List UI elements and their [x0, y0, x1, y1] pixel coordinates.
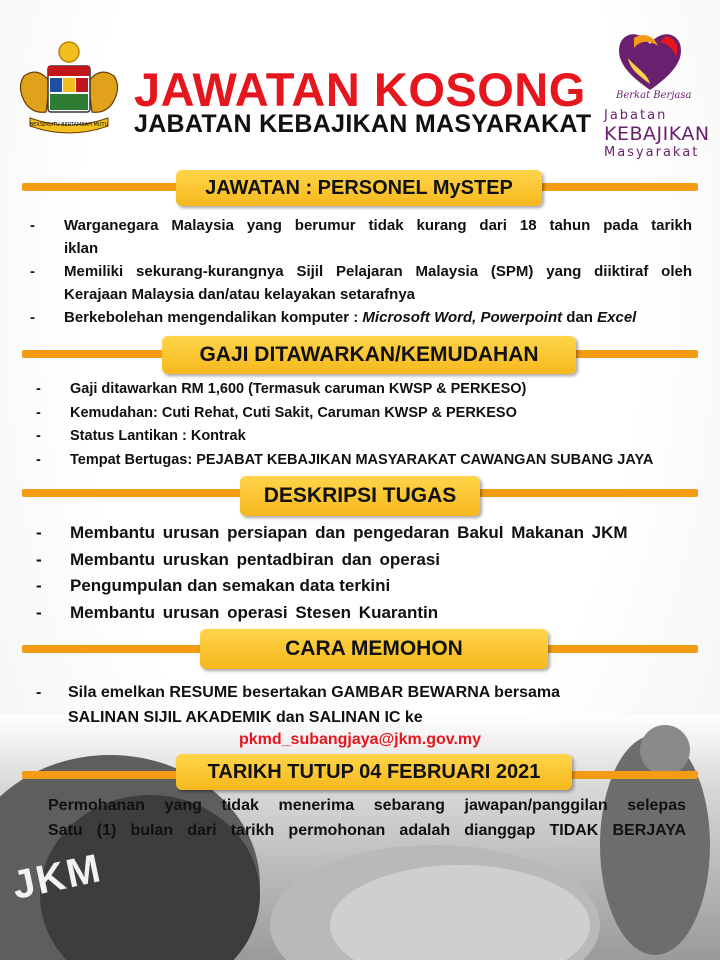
- list-item: [36, 547, 696, 574]
- jkm-heart-logo-icon: [614, 28, 686, 94]
- list-item: [30, 214, 692, 260]
- list-item: [36, 680, 696, 730]
- list-item-text: Membantu urusan operasi Stesen Kuarantin: [70, 602, 439, 622]
- list-item-text: Kerajaan Malaysia dan/atau kelayakan setarafnya: [64, 286, 416, 303]
- section-heading-gaji: GAJI DITAWARKAN/KEMUDAHAN: [162, 336, 576, 374]
- photo-jkm-text: JKM: [8, 846, 106, 908]
- logo-line-jabatan: Jabatan: [604, 108, 668, 123]
- logo-line-kebajikan: KEBAJIKAN: [604, 123, 710, 145]
- list-item: [36, 520, 696, 547]
- closing-date-banner: TARIKH TUTUP 04 FEBRUARI 2021: [176, 754, 572, 790]
- benefits-list: [36, 378, 696, 472]
- list-item: [36, 402, 696, 426]
- bullet-dash: -: [36, 523, 42, 542]
- list-item-text: Status Lantikan : Kontrak: [70, 428, 246, 444]
- list-item-text: Tempat Bertugas: PEJABAT KEBAJIKAN MASYARAKAT CAWANGAN SUBANG JAYA: [70, 451, 654, 468]
- bullet-dash: -: [36, 602, 42, 622]
- logo-line-masyarakat: Masyarakat: [604, 145, 700, 160]
- list-item: [30, 306, 692, 329]
- bullet-dash: -: [36, 549, 42, 569]
- section-heading-deskripsi: DESKRIPSI TUGAS: [240, 476, 480, 516]
- bullet-dash: -: [36, 404, 41, 421]
- logo-motto: Berkat Berjasa: [616, 90, 692, 101]
- list-item-text: Memiliki sekurang-kurangnya Sijil Pelajaran Malaysia (SPM) yang diiktiraf oleh: [64, 263, 692, 280]
- list-item: [36, 600, 696, 627]
- skill-apps: Microsoft Word, Powerpoint: [362, 309, 563, 326]
- list-item: [36, 449, 696, 473]
- notice-line-1: Permohanan yang tidak menerima sebarang jawapan/panggilan selepas: [48, 797, 686, 814]
- duties-list: [36, 520, 696, 626]
- coat-of-arms-icon: [10, 38, 128, 138]
- list-item: [30, 260, 692, 306]
- bullet-dash: -: [30, 263, 35, 280]
- bullet-dash: -: [30, 309, 35, 326]
- list-item: [36, 425, 696, 449]
- list-item: [36, 573, 696, 600]
- skill-joiner: dan: [562, 309, 598, 326]
- bullet-dash: -: [36, 428, 41, 444]
- bullet-dash: -: [36, 451, 41, 468]
- skill-prefix: Berkebolehan mengendalikan komputer :: [64, 309, 363, 326]
- list-item-text: SALINAN SIJIL AKADEMIK dan SALINAN IC ke: [68, 709, 423, 726]
- list-item-text: Sila emelkan RESUME besertakan GAMBAR BEWARNA bersama: [68, 684, 560, 701]
- page-subtitle: JABATAN KEBAJIKAN MASYARAKAT: [134, 110, 592, 138]
- requirements-list: [30, 214, 692, 329]
- bullet-dash: -: [36, 576, 42, 595]
- notice-line-2: Satu (1) bulan dari tarikh permohonan adalah dianggap TIDAK BERJAYA: [48, 822, 686, 839]
- bullet-dash: -: [30, 217, 35, 234]
- list-item-text: iklan: [64, 240, 99, 257]
- list-item: [36, 378, 696, 402]
- list-item-text: Membantu urusan persiapan dan pengedaran Bakul Makanan JKM: [70, 523, 628, 542]
- section-heading-cara: CARA MEMOHON: [200, 629, 548, 669]
- bullet-dash: -: [36, 381, 41, 397]
- section-heading-jawatan: JAWATAN : PERSONEL MySTEP: [176, 170, 542, 206]
- email-link[interactable]: pkmd_subangjaya@jkm.gov.my: [238, 731, 482, 748]
- skill-last: Excel: [597, 309, 637, 326]
- bullet-dash: -: [36, 684, 42, 701]
- apply-list: [36, 680, 696, 730]
- list-item-text: Kemudahan: Cuti Rehat, Cuti Sakit, Caruman KWSP & PERKESO: [70, 404, 517, 421]
- jkm-logo: [600, 28, 710, 163]
- list-item-text: Gaji ditawarkan RM 1,600 (Termasuk caruman KWSP & PERKESO): [70, 381, 527, 397]
- list-item-text: Warganegara Malaysia yang berumur tidak kurang dari 18 tahun pada tarikh: [64, 217, 692, 234]
- list-item-text: [64, 306, 692, 329]
- svg-text:BERSEKUTU BERTAMBAH MUTU: BERSEKUTU BERTAMBAH MUTU: [29, 122, 109, 128]
- page-title: JAWATAN KOSONG: [134, 63, 586, 116]
- list-item-text: Pengumpulan dan semakan data terkini: [70, 576, 391, 595]
- list-item-text: Membantu uruskan pentadbiran dan operasi: [70, 549, 441, 569]
